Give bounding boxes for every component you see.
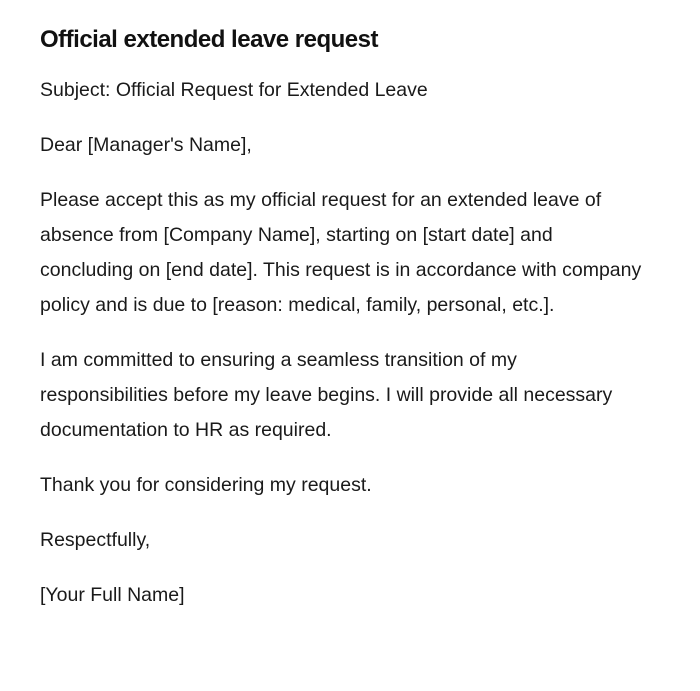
document-title: Official extended leave request xyxy=(40,26,378,53)
closing-note: Thank you for considering my request. xyxy=(40,474,372,496)
body-paragraph-request: Please accept this as my official request for an extended leave of absence from [Company Name], starting on [start date] and concluding on [end date]. This request is in accordance with company policy and is due to [reason: medical, family, personal, etc.]. xyxy=(40,189,642,316)
signature-placeholder: [Your Full Name] xyxy=(40,584,185,606)
body-paragraph-transition: I am committed to ensuring a seamless transition of my responsibilities before my leave begins. I will provide all necessary documentation to HR as required. xyxy=(40,349,613,441)
subject-line: Subject: Official Request for Extended Leave xyxy=(40,79,428,101)
salutation: Dear [Manager's Name], xyxy=(40,134,252,156)
sign-off: Respectfully, xyxy=(40,529,151,551)
leave-request-letter xyxy=(40,22,650,633)
